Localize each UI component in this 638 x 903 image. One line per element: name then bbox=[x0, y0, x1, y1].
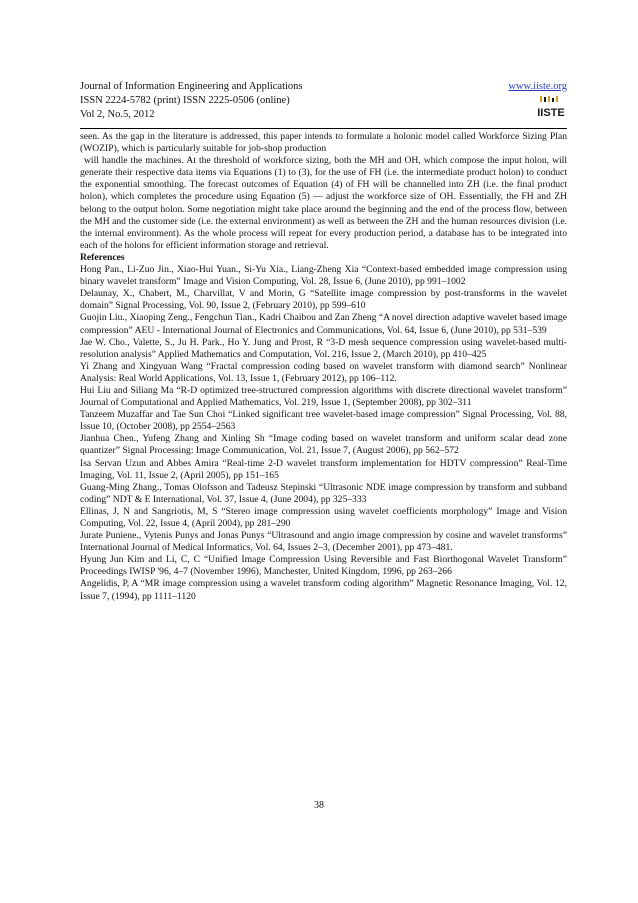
journal-website-link[interactable]: www.iiste.org bbox=[508, 81, 567, 92]
logo-text: IISTE bbox=[537, 107, 565, 118]
reference-item: Jae W. Cho., Valette, S., Ju H. Park., Ho Y. Jung and Prost, R “3-D mesh sequence compression using wavelet-based multi-resolution analysis” Applied Mathematics and Computation, Vol. 216, Issue 2, (March 2010), pp 410–425 bbox=[80, 336, 567, 360]
body-paragraph: seen. As the gap in the literature is addressed, this paper intends to formulate a holonic model called Workforce Sizing Plan (WOZIP), which is particularly suitable for job-shop production bbox=[80, 131, 567, 155]
page-number: 38 bbox=[314, 800, 324, 811]
iiste-logo bbox=[537, 96, 565, 118]
journal-volume: Vol 2, No.5, 2012 bbox=[80, 109, 155, 120]
reference-item: Angelidis, P, A “MR image compression using a wavelet transform coding algorithm” Magnetic Resonance Imaging, Vol. 12, Issue 7, (1994), pp 1111–1120 bbox=[80, 578, 567, 602]
body-paragraph: will handle the machines. At the threshold of workforce sizing, both the MH and OH, which compose the input holon, will generate their respective data items via Equations (1) to (3), for the use of FH (i.e. the intermediate product holon) to conduct the exponential smoothing. The forecast outcomes of Equation (4) of FH will be channelled into ZH (i.e. the final product holon), which completes the procedure using Equation (5) ― adjust the workforce size of OH. Essentially, the FH and ZH belong to the output holon. Some negotiation might take place around the beginning and the end of the process flow, between the MH and the customer side (i.e. the external environment) as well as between the ZH and the human resources division (i.e. the internal environment). As the whole process will repeat for every production period, a database has to be integrated into each of the holons for efficient information storage and retrieval. bbox=[80, 155, 567, 251]
reference-item: Hyung Jun Kim and Li, C, C “Unified Image Compression Using Reversible and Fast Biorthogonal Wavelet Transform” Proceedings IWISP '96, 4–7 (November 1996), Manchester, United Kingdom, 1996, pp 263–266 bbox=[80, 554, 567, 578]
reference-item: Jianhua Chen., Yufeng Zhang and Xinling Sh “Image coding based on wavelet transform and uniform scalar dead zone quantizer” Signal Processing: Image Communication, Vol. 21, Issue 7, (August 2006), pp 562–572 bbox=[80, 433, 567, 457]
reference-item: Hong Pan., Li-Zuo Jin., Xiao-Hui Yuan., Si-Yu Xia., Liang-Zheng Xia “Context-based embedded image compression using binary wavelet transform” Image and Vision Computing, Vol. 28, Issue 6, (June 2010), pp 991–1002 bbox=[80, 264, 567, 288]
reference-item: Hui Liu and Siliang Ma “R-D optimized tree-structured compression algorithms with discrete directional wavelet transform” Journal of Computational and Applied Mathematics, Vol. 219, Issue 1, (September 2008), pp 302–311 bbox=[80, 384, 567, 409]
journal-issn: ISSN 2224-5782 (print) ISSN 2225-0506 (online) bbox=[80, 95, 290, 106]
journal-title: Journal of Information Engineering and Applications bbox=[80, 81, 303, 92]
reference-item: Guojin Liu., Xiaoping Zeng., Fengchun Tian., Kadri Chaibou and Zan Zheng “A novel direction adaptive wavelet based image compression” AEU - International Journal of Electronics and Communications, Vol. 64, Issue 6, (June 2010), pp 531–539 bbox=[80, 312, 567, 336]
reference-item: Isa Servan Uzun and Abbes Amira “Real-time 2-D wavelet transform implementation for HDTV compression” Real-Time Imaging, Vol. 11, Issue 2, (April 2005), pp 151–165 bbox=[80, 457, 567, 481]
page-header bbox=[80, 80, 567, 124]
references-heading: References bbox=[80, 251, 125, 263]
reference-item: Ellinas, J, N and Sangriotis, M, S “Stereo image compression using wavelet coefficients morphology” Image and Vision Computing, Vol. 22, Issue 4, (April 2004), pp 281–290 bbox=[80, 505, 567, 529]
references-list bbox=[80, 264, 567, 603]
reference-item: Delaunay, X., Chabert, M., Charvillat, V and Morin, G “Satellite image compression by post-transforms in the wavelet domain” Signal Processing, Vol. 90, Issue 2, (February 2010), pp 599–610 bbox=[80, 288, 567, 312]
page-body bbox=[80, 131, 567, 603]
header-divider bbox=[80, 128, 567, 129]
reference-item: Jurate Puniene., Vytenis Punys and Jonas Punys “Ultrasound and angio image compression by cosine and wavelet transforms” International Journal of Medical Informatics, Vol. 64, Issues 2–3, (December 2001), pp 473–481. bbox=[80, 530, 567, 554]
reference-item: Guang-Ming Zhang., Tomas Olofsson and Tadeusz Stepinski “Ultrasonic NDE image compression by transform and subband coding” NDT & E International, Vol. 37, Issue 4, (June 2004), pp 325–333 bbox=[80, 481, 567, 505]
reference-item: Tanzeem Muzaffar and Tae Sun Choi “Linked significant tree wavelet-based image compression” Signal Processing, Vol. 88, Issue 10, (October 2008), pp 2554–2563 bbox=[80, 409, 567, 433]
reference-item: Yi Zhang and Xingyuan Wang “Fractal compression coding based on wavelet transform with diamond search” Nonlinear Analysis: Real World Applications, Vol. 13, Issue 1, (February 2012), pp 106–112. bbox=[80, 360, 567, 384]
